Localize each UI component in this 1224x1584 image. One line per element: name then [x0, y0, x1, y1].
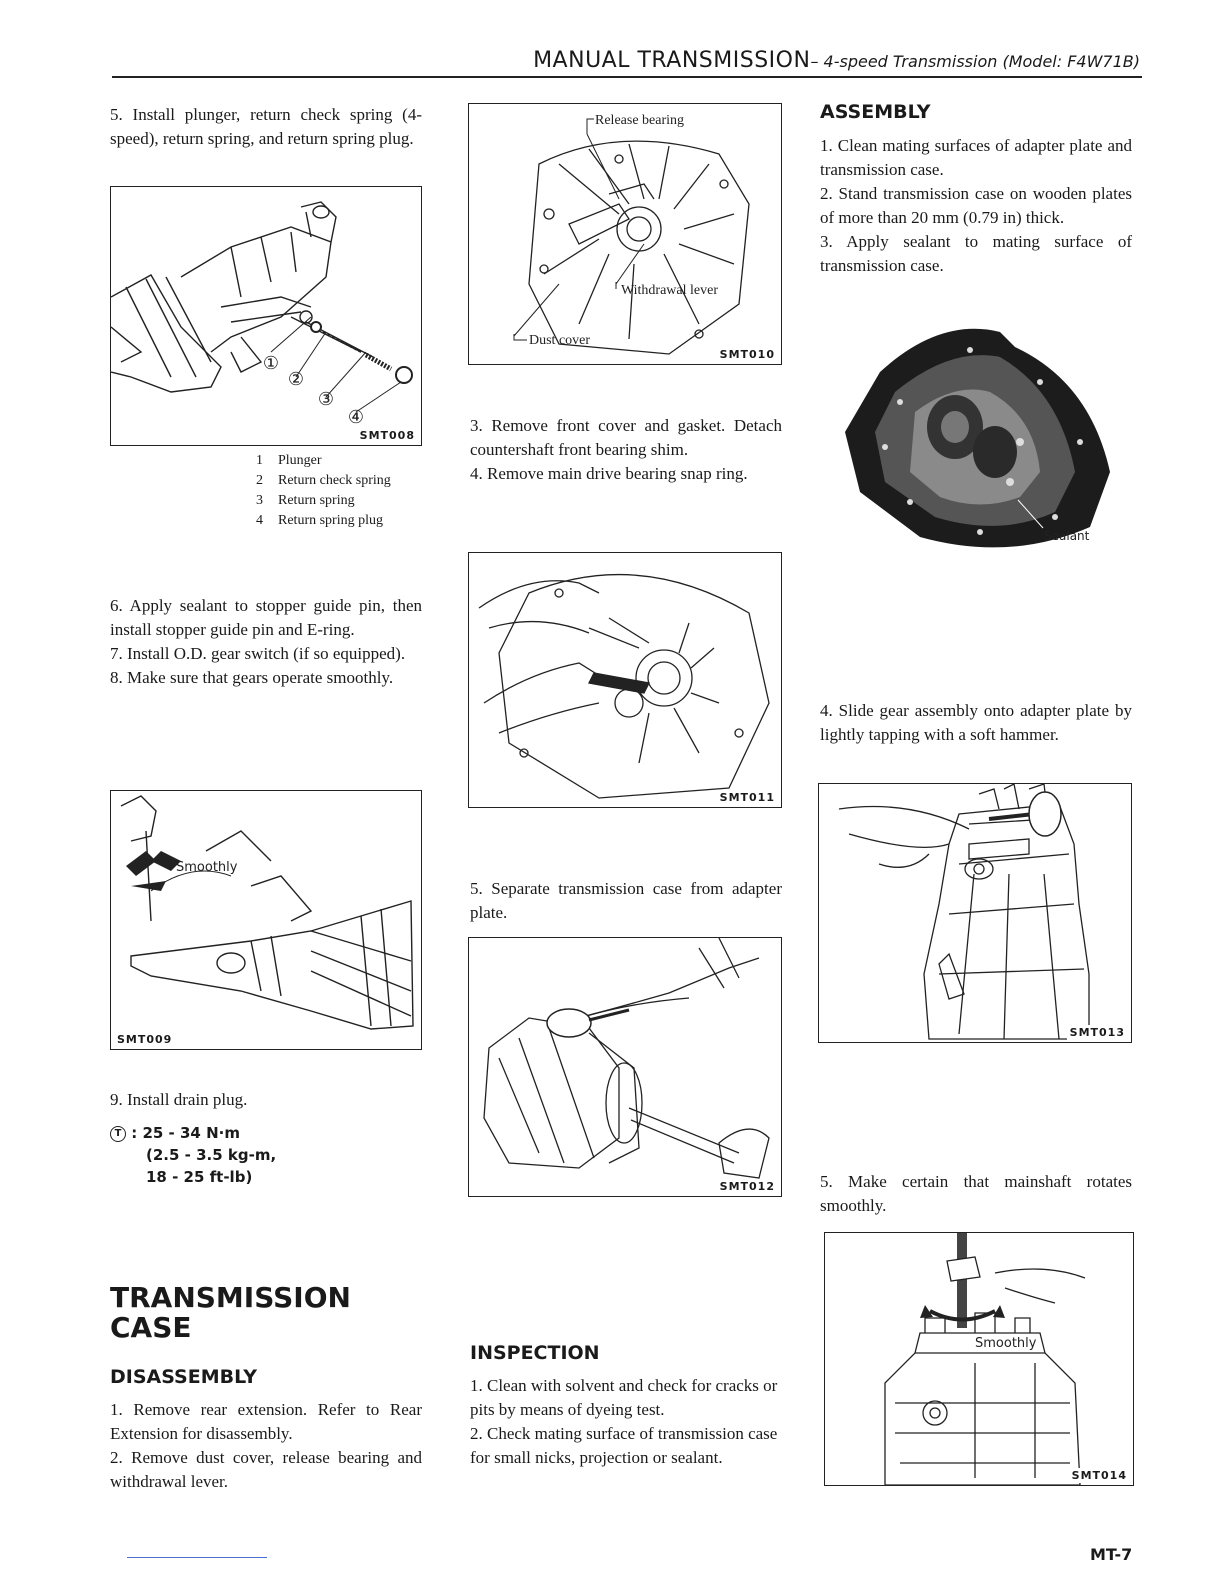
col3-step5: 5. Make certain that mainshaft rotates smoothly.	[820, 1172, 1132, 1215]
header-title: MANUAL TRANSMISSION	[533, 48, 811, 73]
figure-id-smt012: SMT012	[717, 1179, 778, 1194]
marker-2: ②	[287, 369, 305, 390]
col1-steps-6-8	[110, 594, 422, 690]
page-number: MT-7	[1090, 1545, 1133, 1564]
col1-disassembly-steps	[110, 1398, 422, 1494]
disassembly-heading: DISASSEMBLY	[110, 1366, 258, 1388]
header-rule	[112, 76, 1142, 78]
col3-assembly-steps-1-3	[820, 134, 1132, 278]
col1-step7: 7. Install O.D. gear switch (if so equipped).	[110, 644, 406, 663]
figure-id-smt014: SMT014	[1069, 1468, 1130, 1483]
label-dust-cover: Dust cover	[529, 333, 591, 348]
page-header	[490, 48, 1140, 73]
legend-item: 1 Plunger	[256, 453, 322, 468]
col1-step5: 5. Install plunger, return check spring (4-speed), return spring, and return spring plug.	[110, 105, 422, 148]
marker-3: ③	[317, 389, 335, 410]
col3-step4: 4. Slide gear assembly onto adapter plate by lightly tapping with a soft hammer.	[820, 701, 1132, 744]
col2-inspection-steps	[470, 1374, 782, 1470]
section-title: TRANSMISSION CASE	[110, 1281, 351, 1344]
figure-legend	[256, 451, 431, 531]
torque-icon: T	[110, 1126, 126, 1142]
case-photo	[840, 322, 1120, 554]
asm-step3: 3. Apply sealant to mating surface of transmission case.	[820, 232, 1132, 275]
figure-id-smt011: SMT011	[717, 790, 778, 805]
figure-smt008	[110, 186, 422, 446]
marker-1: ①	[262, 353, 280, 374]
figure-smt009	[110, 790, 422, 1050]
legend-item: 3 Return spring	[256, 493, 355, 508]
torque-spec: T : 25 - 34 N·m (2.5 - 3.5 kg-m, 18 - 25 ft-lb)	[110, 1122, 422, 1188]
photo-case-sealant	[840, 322, 1120, 554]
transmission-side-illustration	[111, 187, 421, 445]
header-subtitle: – 4-speed Transmission (Model: F4W71B)	[810, 52, 1140, 71]
col1-step9: 9. Install drain plug.	[110, 1090, 248, 1109]
figure-id-smt009: SMT009	[114, 1032, 175, 1047]
label-withdrawal-lever: Withdrawal lever	[621, 283, 719, 298]
legend-item: 2 Return check spring	[256, 473, 391, 488]
col2-step5: 5. Separate transmission case from adapter plate.	[470, 879, 782, 922]
clutch-housing-illustration	[469, 104, 781, 364]
figure-smt011	[468, 552, 782, 808]
col1-step8: 8. Make sure that gears operate smoothly.	[110, 668, 394, 687]
label-release-bearing: Release bearing	[595, 113, 685, 128]
insp-step2: 2. Check mating surface of transmission case for small nicks, projection or sealant.	[470, 1424, 778, 1467]
bottom-link-line	[127, 1557, 267, 1558]
gear-assembly-illustration	[819, 784, 1131, 1042]
inspection-heading: INSPECTION	[470, 1342, 600, 1364]
figure-id-smt008: SMT008	[357, 428, 418, 443]
insp-step1: 1. Clean with solvent and check for cracks or pits by means of dyeing test.	[470, 1376, 778, 1419]
smoothly-label: Smoothly	[176, 860, 238, 875]
col2-step4: 4. Remove main drive bearing snap ring.	[470, 464, 748, 483]
figure-smt014	[824, 1232, 1134, 1486]
dis-step2: 2. Remove dust cover, release bearing and withdrawal lever.	[110, 1448, 422, 1491]
smoothly-label-2: Smoothly	[975, 1336, 1037, 1351]
figure-id-smt013: SMT013	[1067, 1025, 1128, 1040]
dis-step1: 1. Remove rear extension. Refer to Rear Extension for disassembly.	[110, 1400, 422, 1443]
figure-smt010	[468, 103, 782, 365]
figure-id-smt010: SMT010	[717, 347, 778, 362]
asm-step2: 2. Stand transmission case on wooden plates of more than 20 mm (0.79 in) thick.	[820, 184, 1132, 227]
assembly-heading: ASSEMBLY	[820, 101, 931, 123]
col2-step3: 3. Remove front cover and gasket. Detach countershaft front bearing shim.	[470, 416, 782, 459]
gearshift-check-illustration	[111, 791, 421, 1049]
col1-step6: 6. Apply sealant to stopper guide pin, then install stopper guide pin and E-ring.	[110, 596, 422, 639]
snap-ring-removal-illustration	[469, 553, 781, 807]
sealant-label: Sealant	[1044, 529, 1090, 543]
asm-step1: 1. Clean mating surfaces of adapter plate and transmission case.	[820, 136, 1132, 179]
figure-smt013	[818, 783, 1132, 1043]
marker-4: ④	[347, 407, 365, 428]
mainshaft-rotation-illustration	[825, 1233, 1133, 1485]
col2-steps-3-4	[470, 414, 782, 486]
legend-item: 4 Return spring plug	[256, 513, 383, 528]
figure-smt012	[468, 937, 782, 1197]
case-separation-illustration	[469, 938, 781, 1196]
